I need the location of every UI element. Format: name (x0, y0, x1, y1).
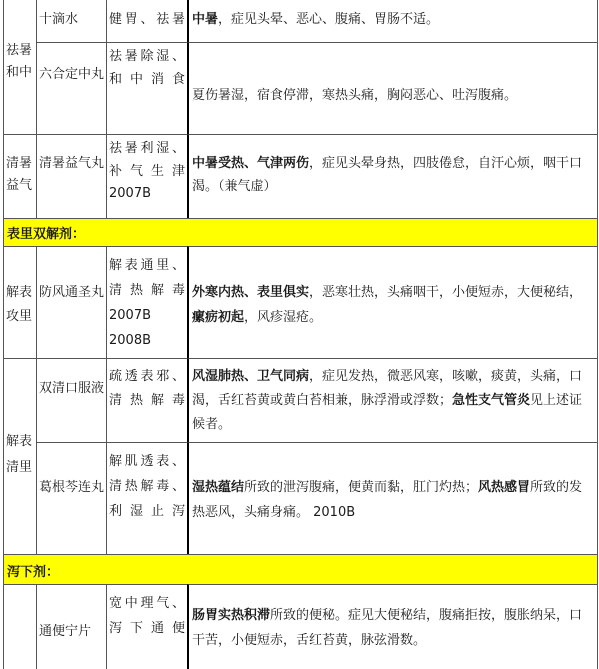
formula-indication: 中暑受热、气津两伤，症见头晕身热，四肢倦怠，自汗心烦，咽干口渴。（兼气虚） (187, 134, 598, 218)
formula-effect: 健胃、祛暑 (106, 0, 187, 42)
formula-indication: 中暑，症见头晕、恶心、腹痛、胃肠不适。 (187, 0, 598, 42)
group-label: 祛暑和中 (3, 0, 36, 134)
formula-indication: 风湿肺热、卫气同病，症见发热，微恶风寒，咳嗽，痰黄，头痛，口渴，舌红苔黄或黄白苔相兼，脉浮滑或浮数；急性支气管炎见上述证候者。 (187, 358, 598, 442)
formula-name: 清暑益气丸 (36, 134, 106, 218)
section-header: 表里双解剂： (3, 218, 598, 246)
section-header: 泻下剂： (3, 554, 598, 584)
table-row (0, 358, 599, 442)
formula-name: 防风通圣丸 (36, 246, 106, 358)
table-row (0, 442, 599, 554)
formula-indication: 夏伤暑湿，宿食停滞，寒热头痛，胸闷恶心、吐泻腹痛。 (187, 42, 598, 134)
group-label: 清暑益气 (3, 134, 36, 218)
formula-effect: 疏透表邪、清热解毒 (106, 358, 187, 442)
formula-effect: 解表通里、清热解毒2007B 2008B (106, 246, 187, 358)
formula-name: 葛根芩连丸 (36, 442, 106, 554)
table-row (0, 584, 599, 669)
formula-effect: 宽中理气、泻下通便 (106, 584, 187, 669)
table-row (0, 42, 599, 134)
formula-effect: 祛暑除湿、和中消食 (106, 42, 187, 134)
table-row (0, 0, 599, 42)
formula-indication: 湿热蕴结所致的泄泻腹痛，便黄而黏，肛门灼热；风热感冒所致的发热恶风，头痛身痛。 2010B (187, 442, 598, 554)
formula-effect: 解肌透表、清热解毒、利湿止泻 (106, 442, 187, 554)
table-row (0, 246, 599, 358)
formula-effect: 祛暑利湿、补气生津2007B (106, 134, 187, 218)
table-row (0, 134, 599, 218)
group-label: 解表攻里 (3, 246, 36, 358)
formula-indication: 肠胃实热积滞所致的便秘。症见大便秘结，腹痛拒按，腹胀纳呆，口干苦，小便短赤，舌红苔黄，脉弦滑数。 (187, 584, 598, 669)
formula-indication: 外寒内热、表里俱实，恶寒壮热，头痛咽干，小便短赤，大便秘结，瘰疬初起，风疹湿疮。 (187, 246, 598, 358)
formula-name: 十滴水 (36, 0, 106, 42)
formula-name: 通便宁片 (36, 584, 106, 669)
formula-name: 六合定中丸 (36, 42, 106, 134)
group-label: 解表清里 (3, 358, 36, 554)
formula-name: 双清口服液 (36, 358, 106, 442)
